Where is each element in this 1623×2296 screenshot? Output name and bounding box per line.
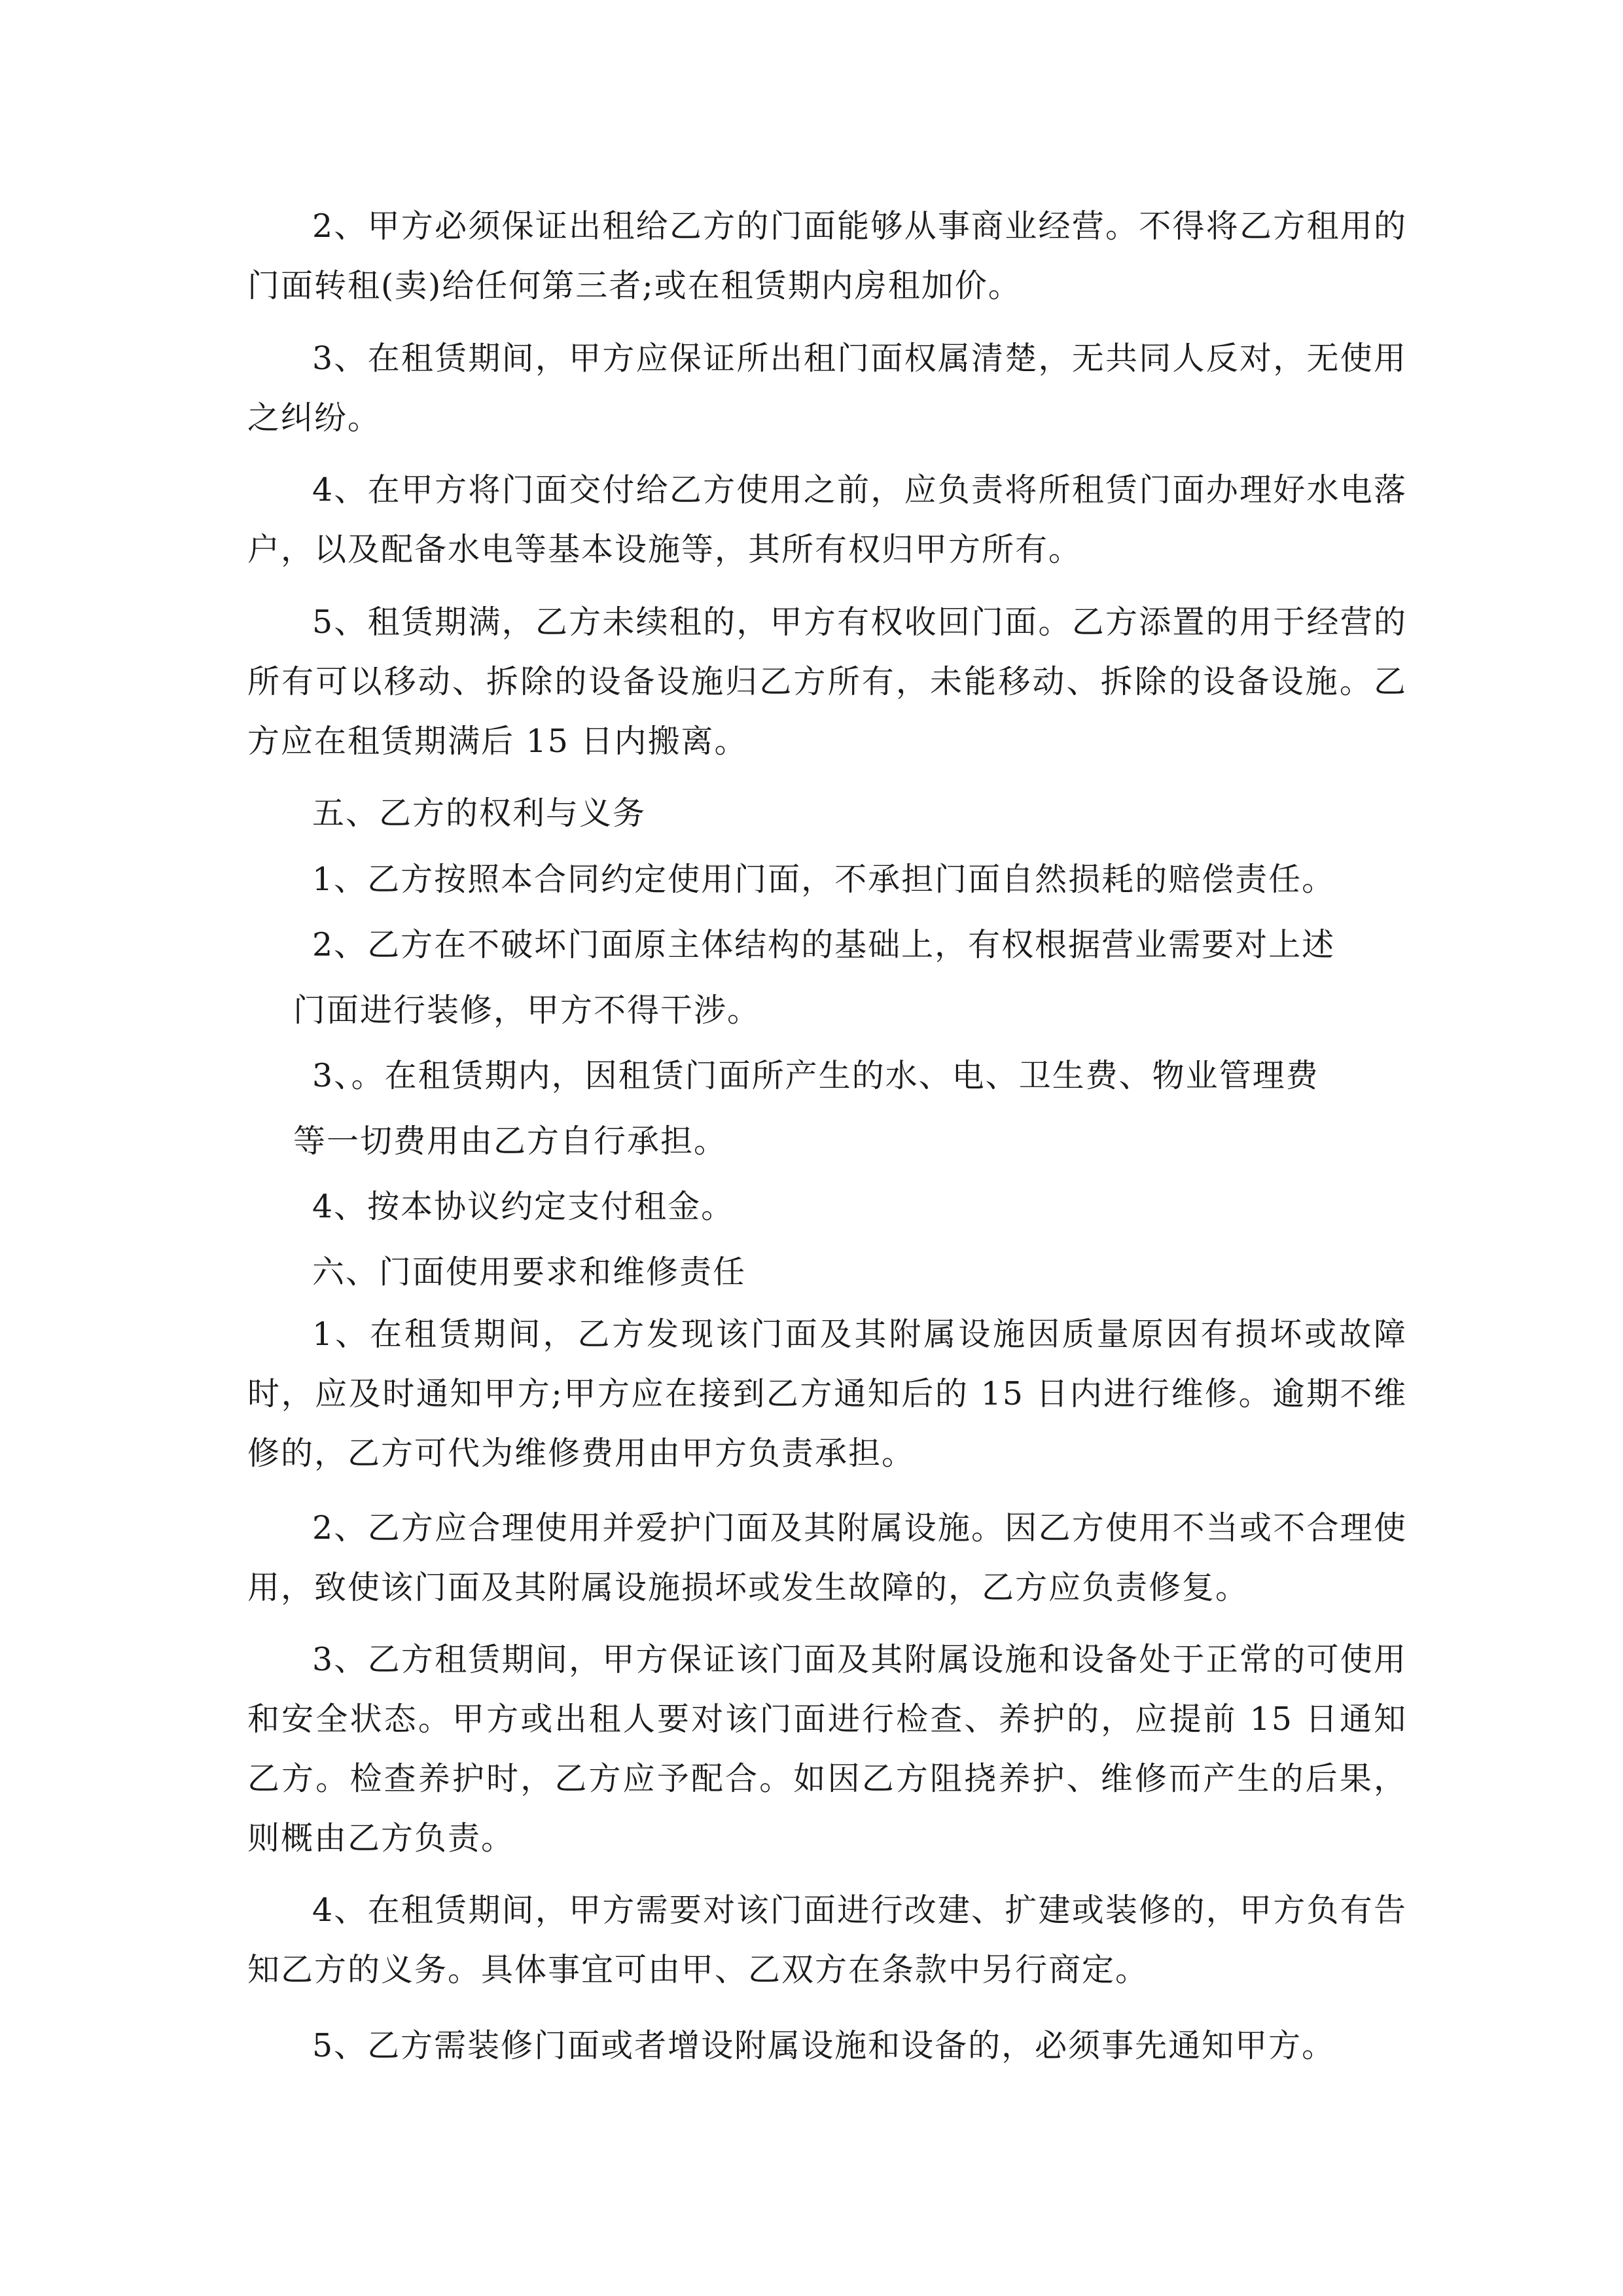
clause-4-3: 3、在租赁期间，甲方应保证所出租门面权属清楚，无共同人反对，无使用之纠纷。 (247, 340, 1407, 437)
section-heading-6: 六、门面使用要求和维修责任 (312, 1253, 747, 1291)
clause-5-1: 1、乙方按照本合同约定使用门面，不承担门面自然损耗的赔偿责任。 (312, 861, 1336, 898)
clause-5-3-line2: 等一切费用由乙方自行承担。 (293, 1122, 728, 1160)
section-heading-5: 五、乙方的权利与义务 (312, 795, 647, 832)
clause-5-3-line1: 3、。在租赁期内，因租赁门面所产生的水、电、卫生费、物业管理费 (312, 1057, 1319, 1094)
clause-6-5: 5、乙方需装修门面或者增设附属设施和设备的，必须事先通知甲方。 (312, 2027, 1336, 2064)
clause-5-2-line1: 2、乙方在不破坏门面原主体结构的基础上，有权根据营业需要对上述 (312, 926, 1336, 963)
clause-5-2-line2: 门面进行装修，甲方不得干涉。 (293, 992, 761, 1029)
clause-4-5: 5、租赁期满，乙方未续租的，甲方有权收回门面。乙方添置的用于经营的所有可以移动、拆除的设备设施归乙方所有，未能移动、拆除的设备设施。乙方应在租赁期满后 15 日内搬离。 (247, 603, 1407, 760)
clause-6-1: 1、在租赁期间，乙方发现该门面及其附属设施因质量原因有损坏或故障时，应及时通知甲方;甲方应在接到乙方通知后的 15 日内进行维修。逾期不维修的，乙方可代为维修费用由甲方负责承担。 (247, 1316, 1407, 1472)
clause-6-4: 4、在租赁期间，甲方需要对该门面进行改建、扩建或装修的，甲方负有告知乙方的义务。具体事宜可由甲、乙双方在条款中另行商定。 (247, 1892, 1407, 1988)
clause-4-2: 2、甲方必须保证出租给乙方的门面能够从事商业经营。不得将乙方租用的门面转租(卖)给任何第三者;或在租赁期内房租加价。 (247, 207, 1407, 304)
clause-5-4: 4、按本协议约定支付租金。 (312, 1188, 735, 1225)
clause-4-4: 4、在甲方将门面交付给乙方使用之前，应负责将所租赁门面办理好水电落户，以及配备水电等基本设施等，其所有权归甲方所有。 (247, 471, 1407, 568)
clause-6-2: 2、乙方应合理使用并爱护门面及其附属设施。因乙方使用不当或不合理使用，致使该门面及其附属设施损坏或发生故障的，乙方应负责修复。 (247, 1509, 1407, 1606)
clause-6-3: 3、乙方租赁期间，甲方保证该门面及其附属设施和设备处于正常的可使用和安全状态。甲方或出租人要对该门面进行检查、养护的，应提前 15 日通知乙方。检查养护时，乙方应予配合。如因乙方阻挠养护、维修而产生的后果，则概由乙方负责。 (247, 1641, 1407, 1857)
